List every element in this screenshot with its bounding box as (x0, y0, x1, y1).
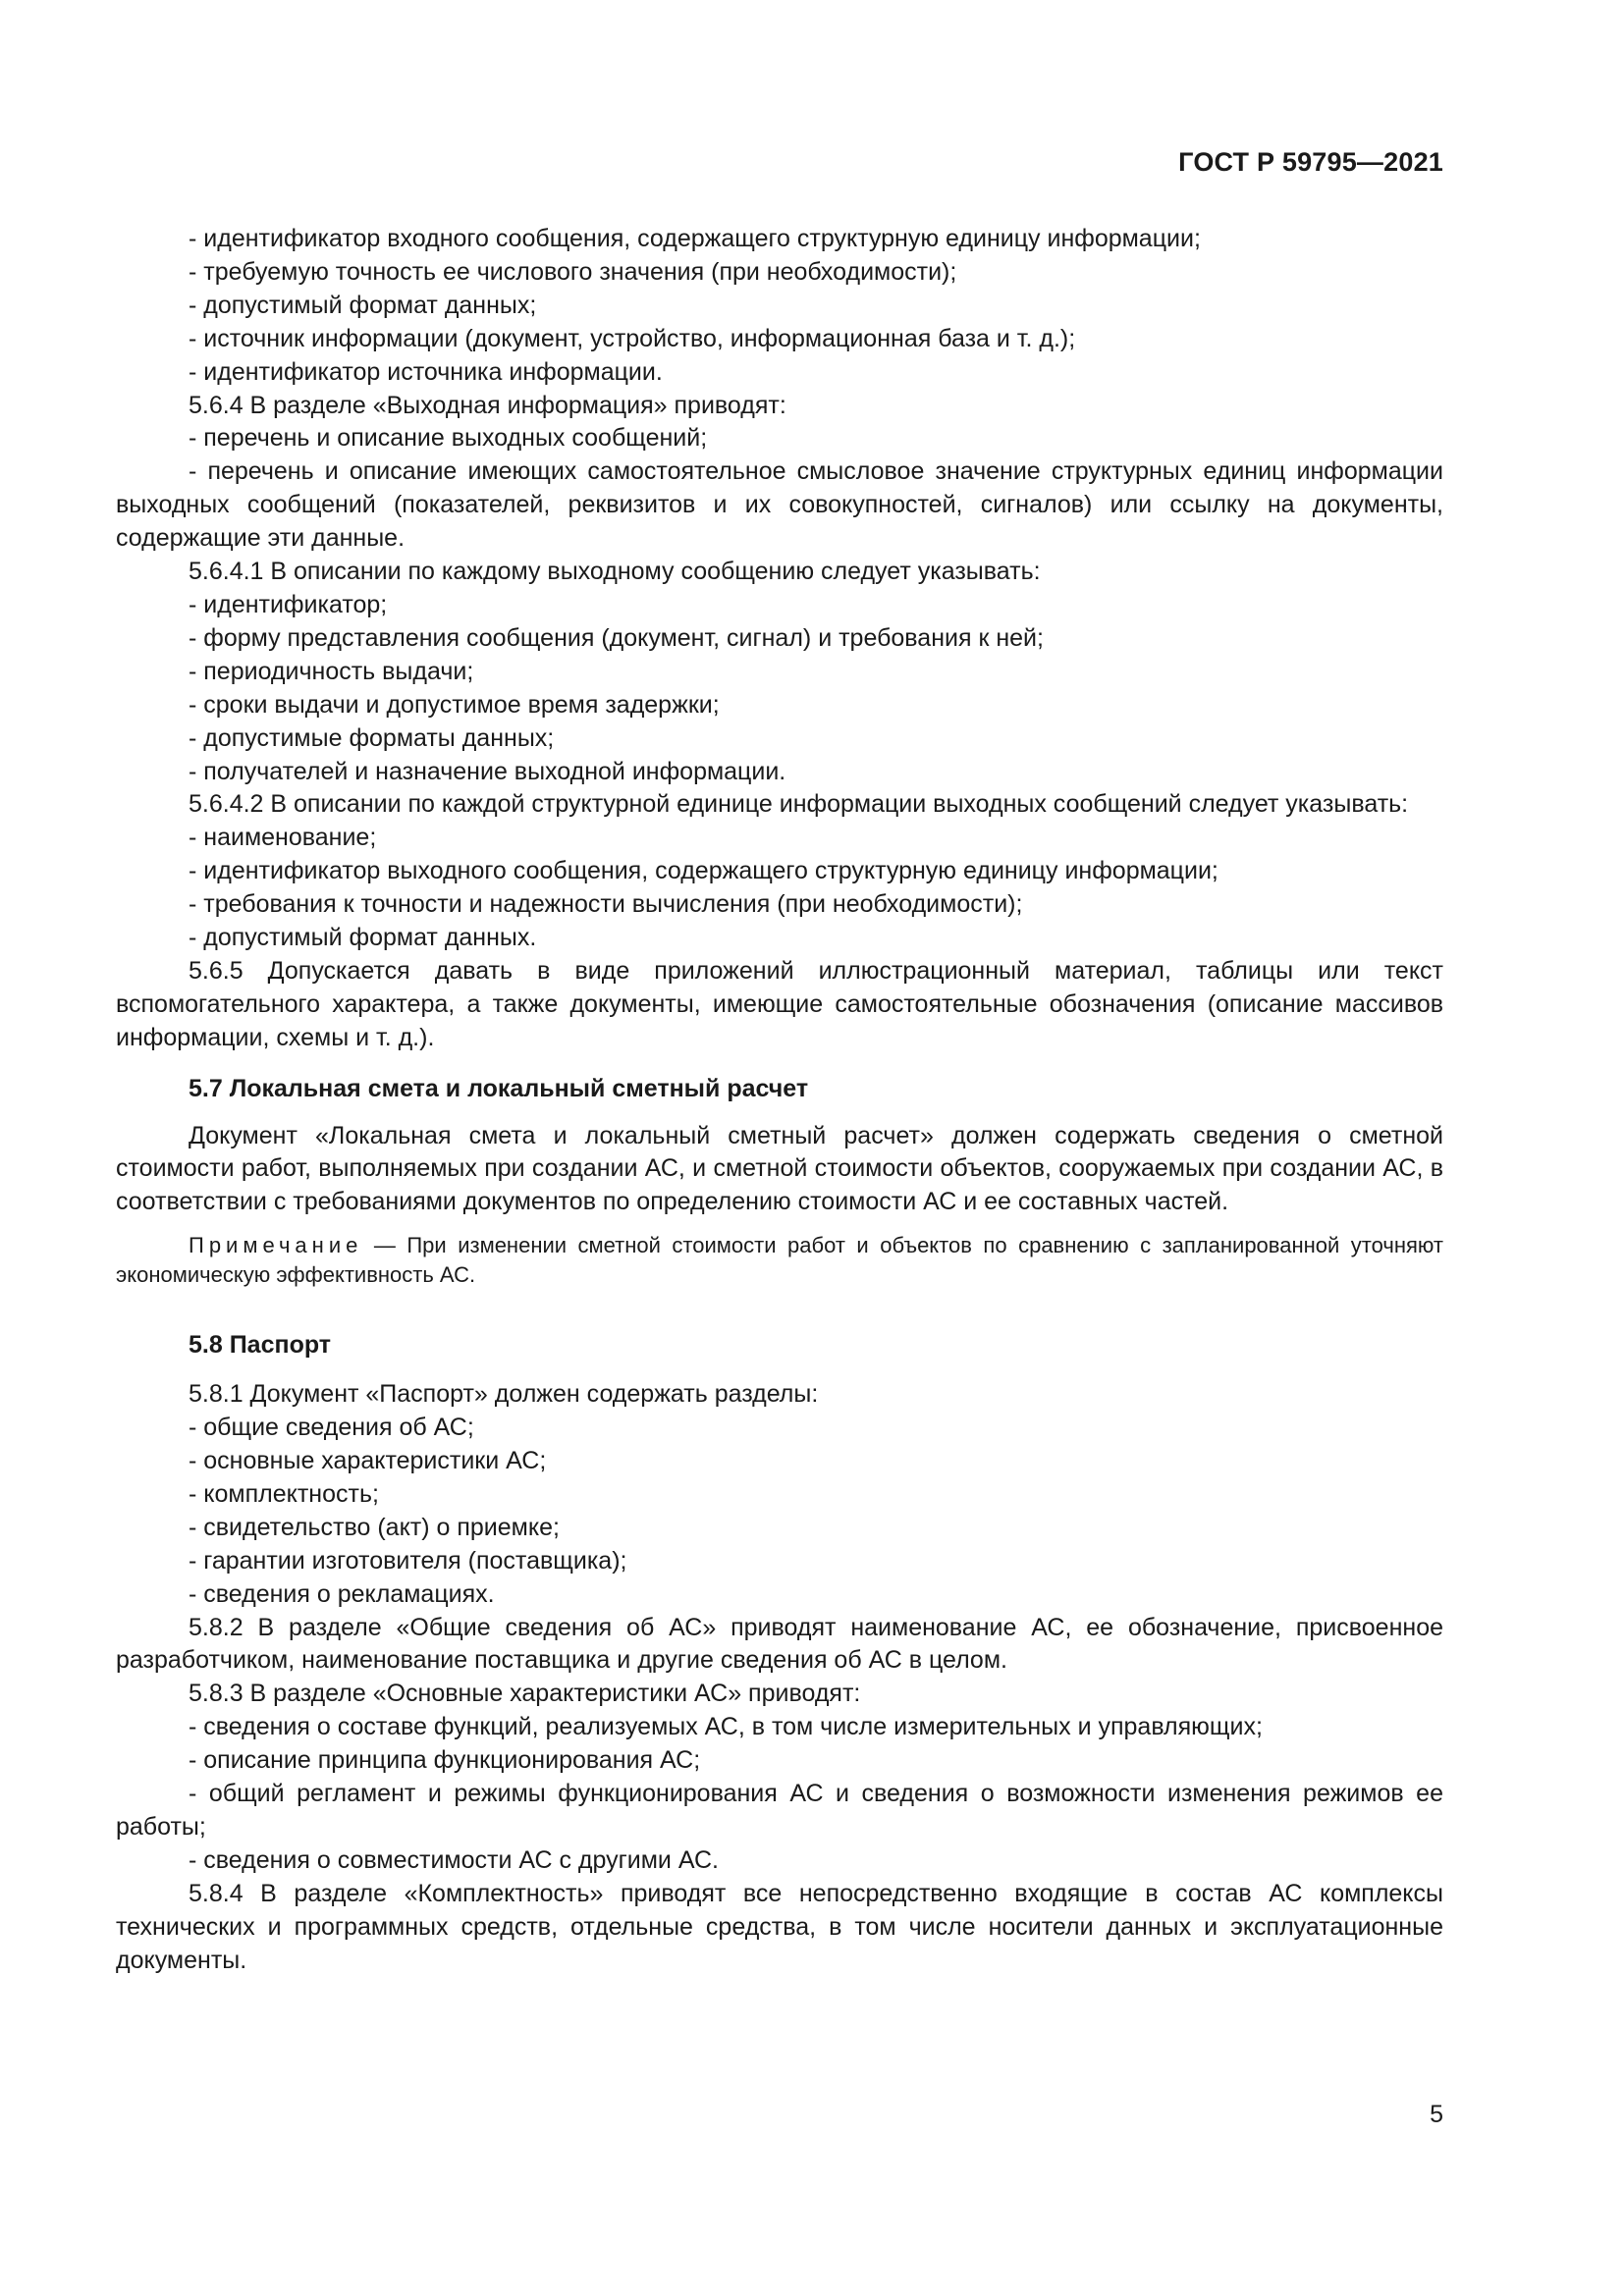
list-item: - идентификатор источника информации. (189, 357, 663, 386)
list-item: - требования к точности и надежности вычисления (при необходимости); (189, 890, 1023, 919)
list-item: - гарантии изготовителя (поставщика); (189, 1546, 627, 1575)
clause-5-8-4: 5.8.4 В разделе «Комплектность» приводят все непосредственно входящие в состав АС комплексы технических и программных средств, отдельные средства, в том числе носители данных и эксплуатационные документы. (116, 1879, 1443, 1974)
list-item: - источник информации (документ, устройство, информационная база и т. д.); (189, 324, 1076, 352)
list-item: - сведения о совместимости АС с другими АС. (189, 1845, 719, 1874)
list-item: - общий регламент и режимы функционирования АС и сведения о возможности изменения режимов ее работы; (116, 1780, 1443, 1841)
list-item: - требуемую точность ее числового значения (при необходимости); (189, 257, 957, 286)
clause-5-6-4-2: 5.6.4.2 В описании по каждой структурной единице информации выходных сообщений следует указывать: (189, 790, 1409, 819)
list-item: - свидетельство (акт) о приемке; (189, 1513, 560, 1541)
list-item: - идентификатор входного сообщения, содержащего структурную единицу информации; (189, 225, 1201, 252)
section-heading-5-8: 5.8 Паспорт (189, 1331, 332, 1360)
list-item: - допустимый формат данных; (189, 291, 537, 319)
section-heading-5-7: 5.7 Локальная смета и локальный сметный расчет (189, 1074, 809, 1102)
list-item: - допустимые форматы данных; (189, 723, 555, 752)
clause-5-8-3: 5.8.3 В разделе «Основные характеристики АС» приводят: (189, 1680, 861, 1708)
note-label: Примечание (189, 1233, 363, 1258)
list-item: - периодичность выдачи; (189, 657, 474, 685)
list-item: - сроки выдачи и допустимое время задержки; (189, 690, 720, 719)
list-item: - описание принципа функционирования АС; (189, 1746, 701, 1775)
list-item: - допустимый формат данных. (189, 924, 537, 952)
clause-5-8-1: 5.8.1 Документ «Паспорт» должен содержать разделы: (189, 1380, 819, 1409)
list-item: - основные характеристики АС; (189, 1447, 547, 1474)
list-item: - сведения о рекламациях. (189, 1579, 495, 1608)
list-item: - сведения о составе функций, реализуемых АС, в том числе измерительных и управляющих; (189, 1713, 1263, 1741)
page-number: 5 (1430, 2101, 1443, 2128)
note (116, 1231, 1443, 1290)
list-item: - идентификатор выходного сообщения, содержащего структурную единицу информации; (189, 857, 1218, 885)
page-content (116, 223, 1443, 1978)
list-item: - наименование; (189, 824, 377, 852)
clause-5-6-5: 5.6.5 Допускается давать в виде приложений иллюстрационный материал, таблицы или текст вспомогательного характера, а также документы, имеющие самостоятельные обозначения (описание массивов информации, схемы и т. д.). (116, 956, 1443, 1051)
list-item: - идентификатор; (189, 590, 388, 618)
document-code-header: ГОСТ Р 59795—2021 (1178, 147, 1443, 177)
list-item: - получателей и назначение выходной информации. (189, 757, 786, 785)
clause-5-6-4: 5.6.4 В разделе «Выходная информация» приводят: (189, 391, 786, 419)
clause-5-8-2: 5.8.2 В разделе «Общие сведения об АС» приводят наименование АС, ее обозначение, присвоенное разработчиком, наименование поставщика и другие сведения об АС в целом. (116, 1613, 1443, 1675)
list-item: - перечень и описание выходных сообщений; (189, 424, 708, 453)
list-item: - форму представления сообщения (документ, сигнал) и требования к ней; (189, 623, 1044, 652)
list-item: - общие сведения об АС; (189, 1414, 474, 1442)
list-item: - комплектность; (189, 1479, 379, 1508)
list-item: - перечень и описание имеющих самостоятельное смысловое значение структурных единиц информации выходных сообщений (показателей, реквизитов и их совокупностей, сигналов) или ссылку на документы, содержащие эти данные. (116, 457, 1443, 553)
note-text: — При изменении сметной стоимости работ и объектов по сравнению с запланированной уточняют экономическую эффективность АС. (116, 1233, 1443, 1288)
section-5-7-text: Документ «Локальная смета и локальный сметный расчет» должен содержать сведения о сметной стоимости работ, выполняемых при создании АС, и сметной стоимости объектов, сооружаемых при создании АС, в соответствии с требованиями документов по определению стоимости АС и ее составных частей. (116, 1121, 1443, 1216)
clause-5-6-4-1: 5.6.4.1 В описании по каждому выходному сообщению следует указывать: (189, 558, 1041, 586)
